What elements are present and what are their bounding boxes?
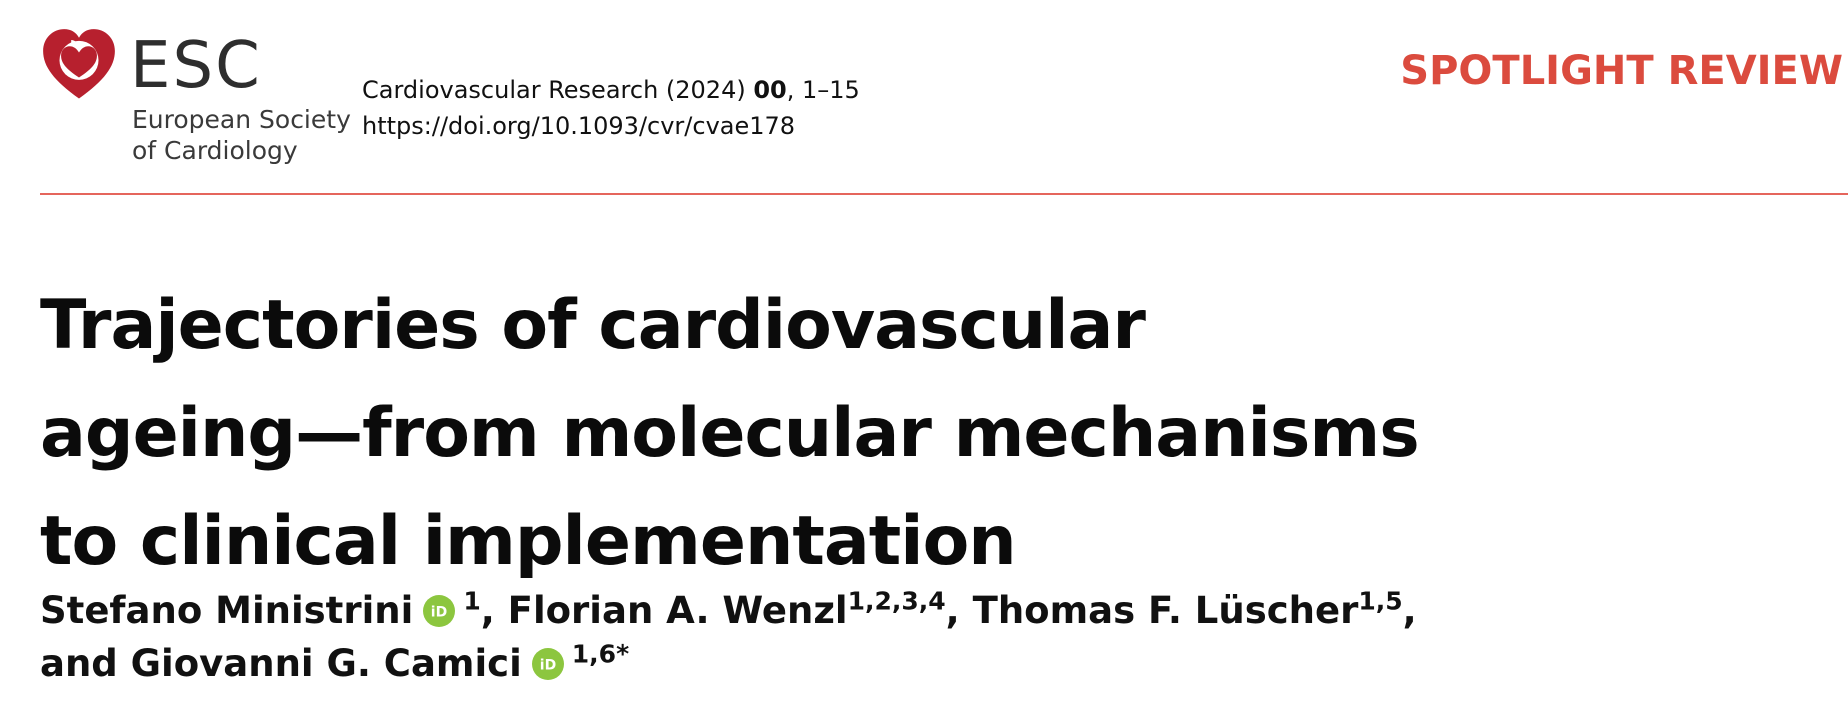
author-entry (40, 639, 630, 685)
author-name: Florian A. Wenzl (507, 589, 848, 632)
logo-abbreviation: ESC (130, 29, 262, 103)
logo-organization-name: European Society of Cardiology (132, 105, 351, 165)
article-type-label: SPOTLIGHT REVIEW (1400, 48, 1843, 94)
author-name: Stefano Ministrini (40, 589, 414, 632)
author-entry (507, 586, 946, 632)
esc-logo (40, 26, 360, 166)
author-entry (40, 586, 481, 632)
header-divider (40, 193, 1848, 195)
author-list (40, 584, 1540, 690)
author-affiliations: 1,5 (1358, 586, 1403, 616)
article-title: Trajectories of cardiovascular ageing—from molecular mechanisms to clinical implementation (40, 286, 1419, 581)
author-affiliations: 1,2,3,4 (847, 586, 946, 616)
author-separator: , (945, 589, 973, 632)
author-line (40, 637, 1540, 690)
corresponding-author-mark: * (616, 639, 630, 669)
affiliation-numbers: 1,6 (571, 639, 617, 669)
author-separator: , (480, 589, 508, 632)
author-separator: , (1402, 589, 1417, 632)
heart-logo-icon (40, 26, 118, 104)
author-entry (972, 586, 1403, 632)
author-name: and Giovanni G. Camici (40, 642, 522, 685)
author-affiliations (572, 639, 629, 668)
author-affiliations: 1 (463, 586, 481, 616)
orcid-icon-label: iD (431, 604, 448, 621)
author-name: Thomas F. Lüscher (972, 589, 1359, 632)
doi-link[interactable]: https://doi.org/10.1093/cvr/cvae178 (362, 112, 796, 140)
journal-volume: 00 (753, 76, 787, 104)
orcid-icon[interactable] (532, 648, 564, 680)
journal-citation (362, 72, 860, 108)
journal-info (362, 72, 860, 144)
orcid-icon-label: iD (539, 657, 556, 674)
journal-pages: , 1–15 (786, 76, 860, 104)
author-line (40, 584, 1540, 637)
orcid-icon[interactable] (423, 595, 455, 627)
journal-citation-prefix: Cardiovascular Research (2024) (362, 76, 754, 104)
